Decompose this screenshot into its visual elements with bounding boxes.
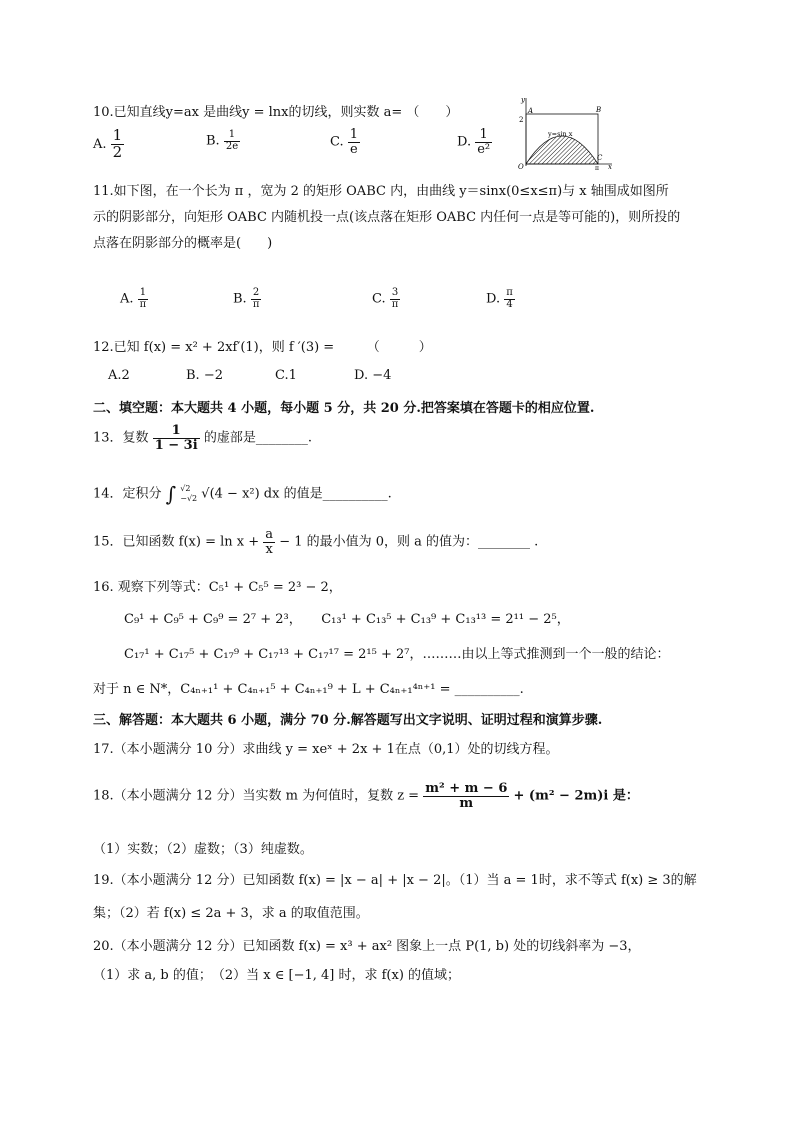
q19-line-1: 19.（本小题满分 12 分）已知函数 f(x) = |x − a| + |x − 2|。（1）当 a = 1时，求不等式 f(x) ≥ 3的解 [93, 873, 697, 888]
sine-rectangle-figure [512, 96, 616, 170]
q12-option-b: B. −2 [186, 368, 223, 383]
origin-label: O [518, 163, 524, 170]
q13: 13．复数 $\frac{1}{1 - 3i}$ 的虚部是________. [93, 423, 312, 453]
q11-option-c: C. $\frac{3}{\pi}$ [372, 287, 399, 310]
point-b-label: B [596, 106, 602, 114]
point-c-label: C [597, 154, 603, 162]
section-3-heading: 三、解答题：本大题共 6 小题，满分 70 分.解答题写出文字说明、证明过程和演算步骤. [93, 713, 603, 728]
q16-line-3: C₁₇¹ + C₁₇⁵ + C₁₇⁹ + C₁₇¹³ + C₁₇¹⁷ = 2¹⁵ + 2⁷，………由以上等式推测到一个一般的结论： [124, 647, 670, 662]
integral-sign-icon: ∫ [165, 482, 177, 506]
q10-option-a: A. $\frac{1}{2}$ [93, 126, 123, 161]
q18-parts: （1）实数；（2）虚数；（3）纯虚数。 [93, 842, 313, 857]
q12-option-a: A.2 [108, 368, 130, 383]
q18: 18.（本小题满分 12 分）当实数 m 为何值时，复数 z = $\frac{\text{m² + m − 6}}{m}$ + (m² − 2m)i 是： [93, 781, 639, 811]
q11-option-a: A. $\frac{1}{\pi}$ [120, 287, 147, 310]
q14: 14．定积分 ∫ √2 −√2 √(4 − x²) dx 的值是__________. [93, 482, 392, 506]
tick-2-label: 2 [519, 116, 524, 124]
tick-pi-label: π [595, 165, 599, 170]
q12-option-c: C.1 [275, 368, 297, 383]
q20-line-2: （1）求 a, b 的值； （2）当 x ∈ [−1, 4] 时，求 f(x) 的值域； [93, 968, 461, 983]
q17: 17.（本小题满分 10 分）求曲线 y = xeˣ + 2x + 1在点（0,1）处的切线方程。 [93, 742, 559, 757]
q16-line-1: 16. 观察下列等式：C₅¹ + C₅⁵ = 2³ − 2， [93, 580, 342, 595]
point-a-label: A [528, 107, 534, 115]
q11-option-b: B. $\frac{2}{\pi}$ [233, 287, 260, 310]
q10-option-d: D. $\frac{1}{\text{e²}}$ [457, 127, 491, 157]
q11-line-2: 示的阴影部分，向矩形 OABC 内随机投一点(该点落在矩形 OABC 内任何一点是等可能的)，则所投的 [93, 210, 681, 225]
q15: 15．已知函数 f(x) = ln x + $\frac{a}{x}$ − 1 的最小值为 0，则 a 的值为：________ . [93, 527, 539, 557]
curve-label: y=sin x [548, 130, 573, 138]
q10-option-c: C. $\frac{1}{e}$ [330, 127, 359, 157]
q16-line-4: 对于 n ∈ N*，C₄ₙ₊₁¹ + C₄ₙ₊₁⁵ + C₄ₙ₊₁⁹ + L + C₄ₙ₊₁⁴ⁿ⁺¹ = __________. [93, 682, 524, 697]
q11-line-3: 点落在阴影部分的概率是( ) [93, 236, 273, 251]
section-2-heading: 二、填空题：本大题共 4 小题，每小题 5 分，共 20 分.把答案填在答题卡的相应位置. [93, 401, 595, 416]
q12-option-d: D. −4 [354, 368, 392, 383]
q19-line-2: 集；（2）若 f(x) ≤ 2a + 3，求 a 的取值范围。 [93, 906, 369, 921]
shaded-region [526, 136, 598, 164]
q12-stem: 12.已知 f(x) = x² + 2xf′(1)，则 f ′(3) = （ ） [93, 340, 432, 355]
x-axis-label: x [608, 163, 612, 170]
q11-line-1: 11.如下图，在一个长为 π ，宽为 2 的矩形 OABC 内，由曲线 y＝sinx(0≤x≤π)与 x 轴围成如图所 [93, 184, 669, 199]
y-axis-label: y [521, 96, 525, 104]
q10-option-b: B. $\frac{1}{2e}$ [206, 129, 239, 152]
q20-line-1: 20.（本小题满分 12 分）已知函数 f(x) = x³ + ax² 图象上一点 P(1, b) 处的切线斜率为 −3， [93, 939, 641, 954]
q10-stem: 10.已知直线y=ax 是曲线y = lnx的切线，则实数 a= （ ） [93, 105, 459, 120]
q16-line-2: C₉¹ + C₉⁵ + C₉⁹ = 2⁷ + 2³， C₁₃¹ + C₁₃⁵ + C₁₃⁹ + C₁₃¹³ = 2¹¹ − 2⁵， [124, 612, 570, 627]
q11-option-d: D. $\frac{\pi}{4}$ [486, 287, 513, 310]
